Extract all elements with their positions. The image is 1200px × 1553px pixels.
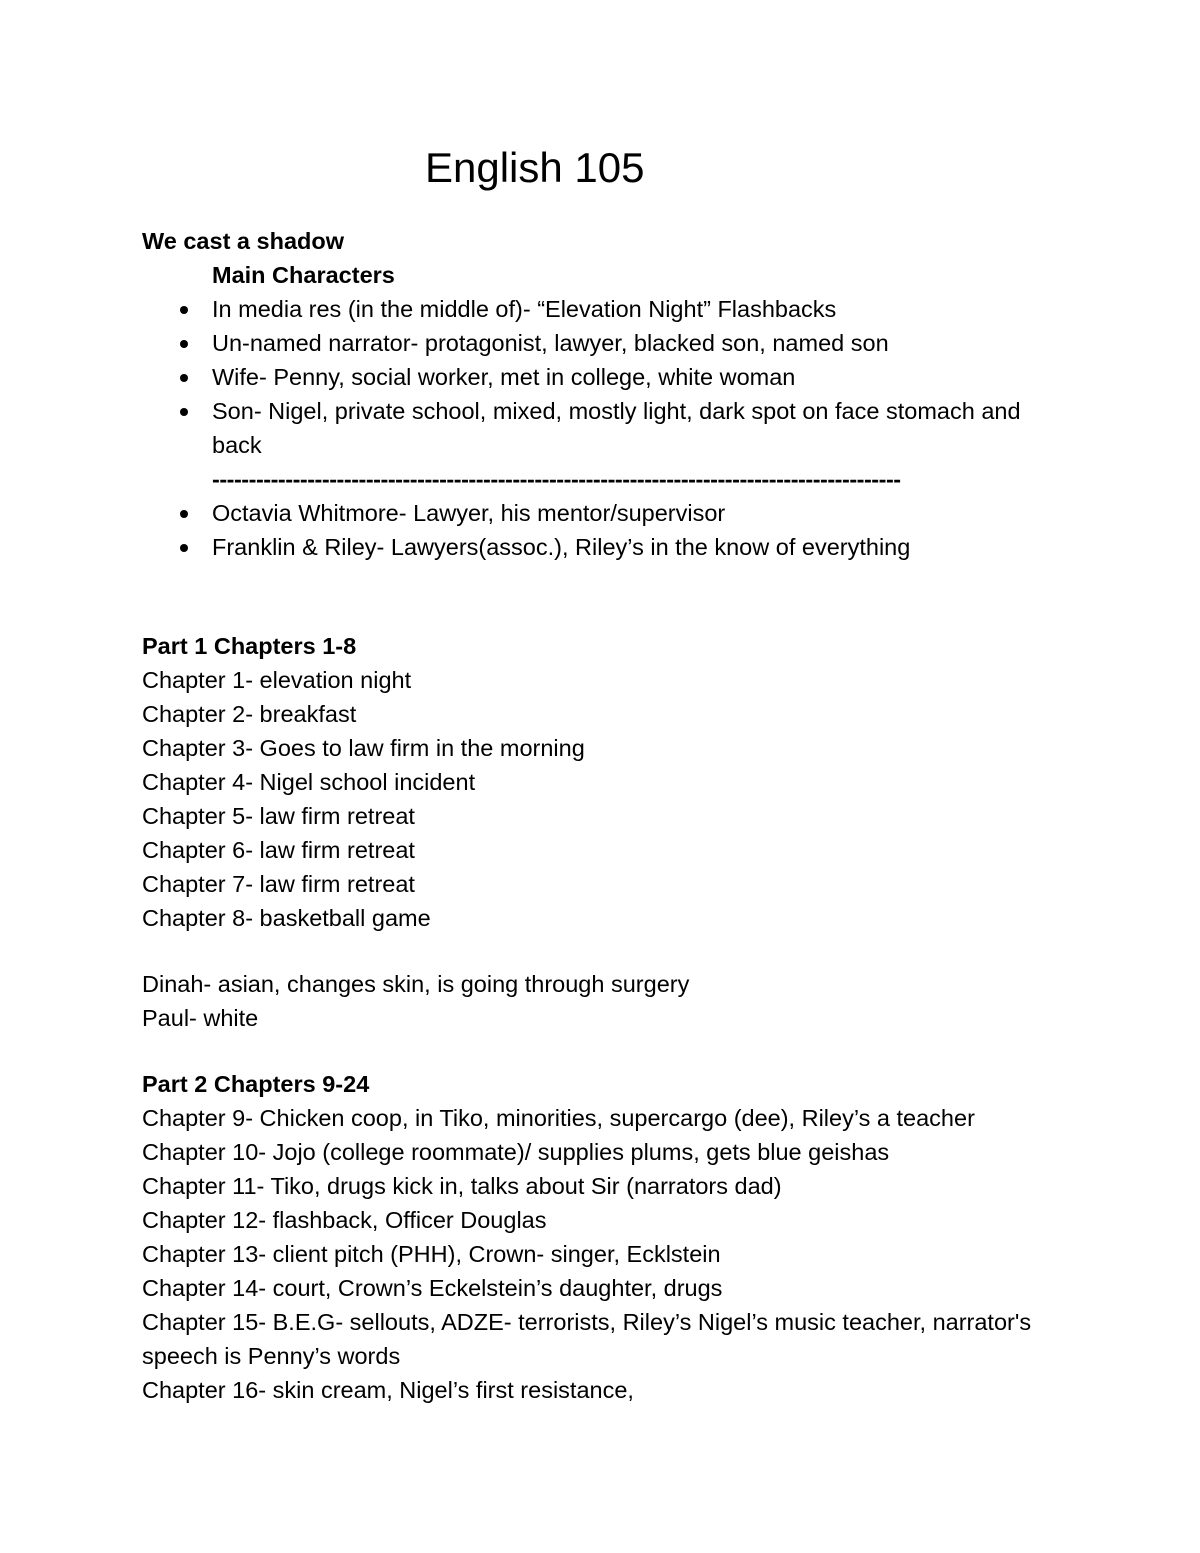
- list-item: [142, 394, 1052, 462]
- chapter-line: Chapter 9- Chicken coop, in Tiko, minorities, supercargo (dee), Riley’s a teacher: [142, 1105, 975, 1131]
- chapter-line: Chapter 5- law firm retreat: [142, 803, 415, 829]
- list-item-text: Un-named narrator- protagonist, lawyer, blacked son, named son: [212, 330, 889, 356]
- separator-line: ----------------------------------------------------------------------------------------------: [212, 466, 901, 492]
- main-characters-heading: Main Characters: [212, 262, 395, 288]
- chapter-line: Chapter 1- elevation night: [142, 667, 412, 693]
- list-item-text: Son- Nigel, private school, mixed, mostly light, dark spot on face stomach and back: [212, 398, 1021, 458]
- chapter-line: Chapter 12- flashback, Officer Douglas: [142, 1207, 547, 1233]
- chapter-line: Chapter 11- Tiko, drugs kick in, talks about Sir (narrators dad): [142, 1173, 782, 1199]
- list-item-text: Octavia Whitmore- Lawyer, his mentor/supervisor: [212, 500, 726, 526]
- list-item-text: In media res (in the middle of)- “Elevation Night” Flashbacks: [212, 296, 837, 322]
- chapter-line: Chapter 10- Jojo (college roommate)/ supplies plums, gets blue geishas: [142, 1139, 890, 1165]
- list-item: [142, 496, 1142, 530]
- chapter-line: Chapter 2- breakfast: [142, 701, 357, 727]
- bullet-icon: [180, 510, 188, 518]
- spacer: [142, 564, 1142, 629]
- list-item-text: Franklin & Riley- Lawyers(assoc.), Riley’s in the know of everything: [212, 534, 911, 560]
- spacer: [142, 1035, 1142, 1067]
- part2-heading: Part 2 Chapters 9-24: [142, 1071, 370, 1097]
- list-item: [142, 360, 1142, 394]
- character-list-a: [142, 292, 1142, 462]
- chapter-line: Chapter 4- Nigel school incident: [142, 769, 476, 795]
- chapter-line: Chapter 3- Goes to law firm in the morning: [142, 735, 585, 761]
- page-title: English 105: [425, 144, 645, 191]
- character-note: Dinah- asian, changes skin, is going through surgery: [142, 971, 690, 997]
- list-item-text: Wife- Penny, social worker, met in college, white woman: [212, 364, 796, 390]
- part1-heading: Part 1 Chapters 1-8: [142, 633, 357, 659]
- chapter-line: Chapter 13- client pitch (PHH), Crown- singer, Ecklstein: [142, 1241, 721, 1267]
- bullet-icon: [180, 340, 188, 348]
- list-item: [142, 292, 1142, 326]
- spacer: [142, 935, 1142, 967]
- chapter-line: Chapter 14- court, Crown’s Eckelstein’s daughter, drugs: [142, 1275, 723, 1301]
- chapter-line: Chapter 8- basketball game: [142, 905, 431, 931]
- bullet-icon: [180, 306, 188, 314]
- bullet-icon: [180, 374, 188, 382]
- chapter-line: Chapter 16- skin cream, Nigel’s first resistance,: [142, 1377, 634, 1403]
- bullet-icon: [180, 544, 188, 552]
- book-heading: We cast a shadow: [142, 228, 344, 254]
- bullet-icon: [180, 408, 188, 416]
- chapter-line: Chapter 6- law firm retreat: [142, 837, 415, 863]
- list-item: [142, 326, 1142, 360]
- chapter-line: Chapter 15- B.E.G- sellouts, ADZE- terrorists, Riley’s Nigel’s music teacher, narrator's speech is Penny’s words: [142, 1309, 1032, 1369]
- chapter-line: Chapter 7- law firm retreat: [142, 871, 415, 897]
- list-item: [142, 530, 1142, 564]
- character-list-b: [142, 496, 1142, 564]
- document-body: [142, 224, 1142, 1407]
- character-note: Paul- white: [142, 1005, 259, 1031]
